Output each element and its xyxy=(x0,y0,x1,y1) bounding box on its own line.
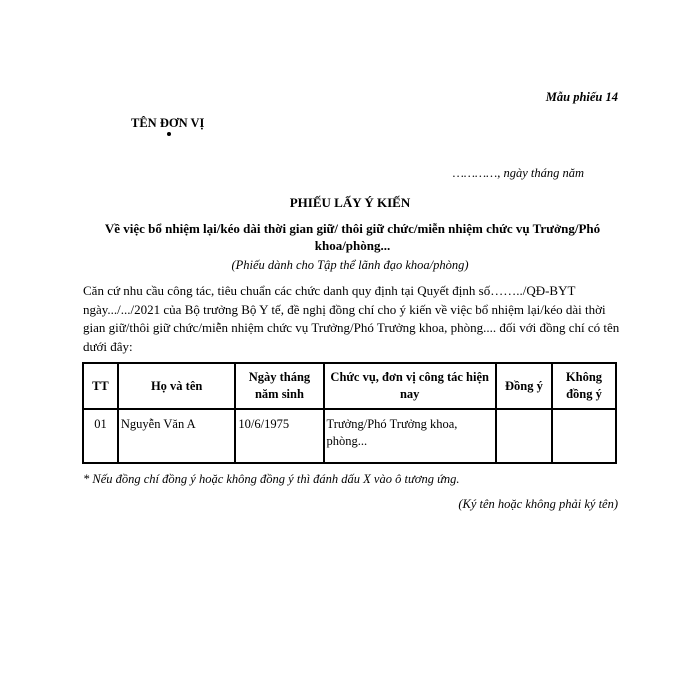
col-header-dob: Ngày tháng năm sinh xyxy=(235,363,323,409)
ballot-table xyxy=(82,362,617,464)
signature-note: (Ký tên hoặc không phải ký tên) xyxy=(458,497,618,511)
bullet-dot-icon xyxy=(167,132,171,136)
form-title: PHIẾU LẤY Ý KIẾN xyxy=(289,195,411,210)
table-header-row xyxy=(83,363,616,409)
unit-name: TÊN ĐƠN VỊ xyxy=(131,116,205,130)
intro-paragraph: Căn cứ nhu cầu công tác, tiêu chuẩn các chức danh quy định tại Quyết định số……../QĐ-BYT ngày.../.../2021 của Bộ trưởng Bộ Y tế, đề nghị đồng chí cho ý kiến về việc bổ nhiệm lại/kéo dài thời gian giữ/thôi giữ chức/miễn nhiệm chức vụ Trưởng/Phó Trưởng khoa, phòng.... đối với đồng chí có tên dưới đây: xyxy=(83,283,620,354)
audience-note: (Phiếu dành cho Tập thể lãnh đạo khoa/phòng) xyxy=(231,258,469,272)
cell-name: Nguyễn Văn A xyxy=(118,409,235,463)
form-subtitle: Về việc bổ nhiệm lại/kéo dài thời gian giữ/ thôi giữ chức/miễn nhiệm chức vụ Trưởng/Phó khoa/phòng... xyxy=(104,221,601,253)
col-header-position: Chức vụ, đơn vị công tác hiện nay xyxy=(324,363,496,409)
cell-position: Trưởng/Phó Trưởng khoa, phòng... xyxy=(324,409,496,463)
cell-disagree-box[interactable] xyxy=(552,409,616,463)
date-line: …………, ngày tháng năm xyxy=(452,166,584,180)
col-header-name: Họ và tên xyxy=(118,363,235,409)
col-header-disagree: Không đồng ý xyxy=(552,363,616,409)
col-header-agree: Đồng ý xyxy=(496,363,552,409)
col-header-tt: TT xyxy=(83,363,118,409)
cell-tt: 01 xyxy=(83,409,118,463)
cell-agree-box[interactable] xyxy=(496,409,552,463)
table-row xyxy=(83,409,616,463)
cell-dob: 10/6/1975 xyxy=(235,409,323,463)
form-code: Mẫu phiếu 14 xyxy=(545,90,618,104)
footnote: * Nếu đồng chí đồng ý hoặc không đồng ý thì đánh dấu X vào ô tương ứng. xyxy=(83,472,460,486)
